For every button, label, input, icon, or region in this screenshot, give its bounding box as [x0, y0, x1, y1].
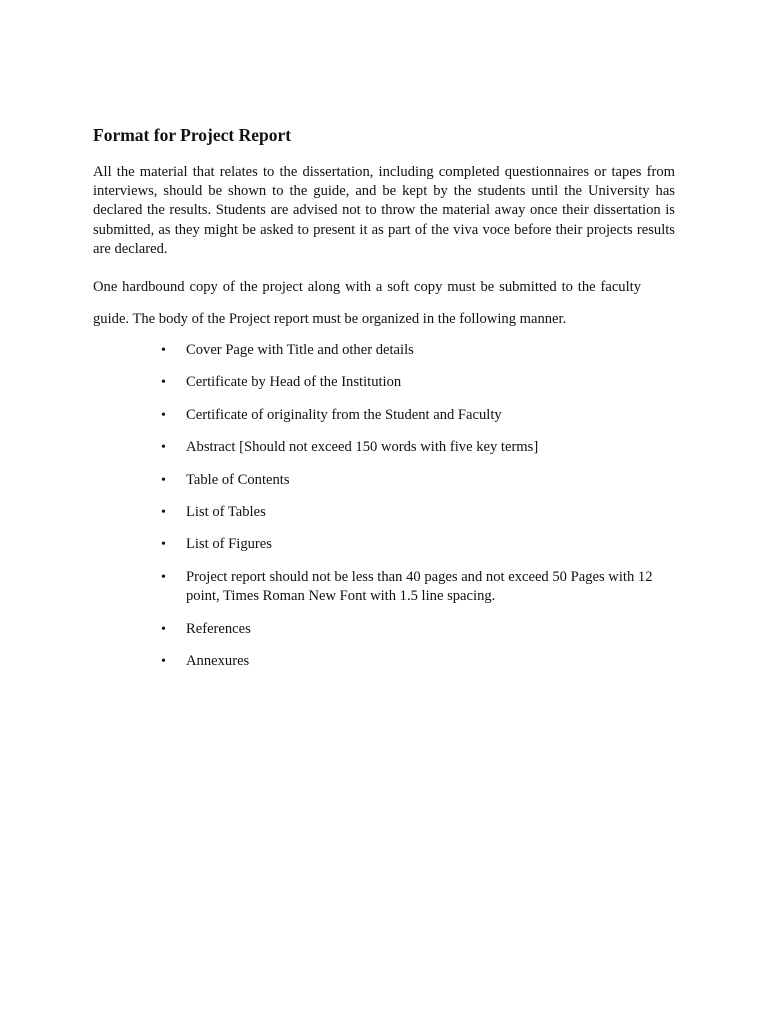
list-item: [93, 568, 668, 607]
report-structure-list: [93, 341, 675, 671]
list-item-text: Cover Page with Title and other details: [186, 342, 414, 359]
list-item: [93, 503, 668, 522]
list-item: [93, 652, 668, 671]
list-item-text: Table of Contents: [186, 471, 290, 488]
list-item: [93, 620, 668, 639]
list-item: [93, 373, 668, 392]
bullet-icon: •: [161, 375, 166, 391]
list-item: [93, 406, 668, 425]
paragraph-material-handling: All the material that relates to the dissertation, including completed questionnaires or tapes from interviews, should be shown to the guide, and be kept by the students until the University has declared the results. Students are advised not to throw the material away once their dissertation is submitted, as they might be asked to present it as part of the viva voce before their projects results are declared.: [93, 164, 675, 257]
bullet-icon: •: [161, 569, 166, 585]
list-item-text: Certificate of originality from the Student and Faculty: [186, 406, 502, 423]
bullet-icon: •: [161, 621, 166, 637]
list-item: [93, 341, 668, 360]
bullet-icon: •: [161, 440, 166, 456]
list-item-text: Abstract [Should not exceed 150 words with five key terms]: [186, 439, 539, 456]
bullet-icon: •: [161, 537, 166, 553]
list-item-text: Certificate by Head of the Institution: [186, 374, 402, 391]
list-item-text: References: [186, 620, 251, 637]
list-item: [93, 535, 668, 554]
bullet-icon: •: [161, 505, 166, 521]
bullet-icon: •: [161, 407, 166, 423]
list-item: [93, 438, 668, 457]
list-item-text: List of Tables: [186, 504, 266, 521]
bullet-icon: •: [161, 654, 166, 670]
document-title: Format for Project Report: [93, 125, 292, 145]
bullet-icon: •: [161, 472, 166, 488]
document-body: [93, 124, 675, 684]
paragraph-submission: One hardbound copy of the project along with a soft copy must be submitted to the faculty guide. The body of the Project report must be organized in the following manner.: [93, 279, 641, 328]
list-item-text: Annexures: [186, 653, 250, 670]
bullet-icon: •: [161, 343, 166, 359]
list-item: [93, 471, 668, 490]
list-item-text: List of Figures: [186, 536, 272, 553]
list-item-text: Project report should not be less than 40 pages and not exceed 50 Pages with 12 point, Times Roman New Font with 1.5 line spacing.: [186, 568, 653, 605]
